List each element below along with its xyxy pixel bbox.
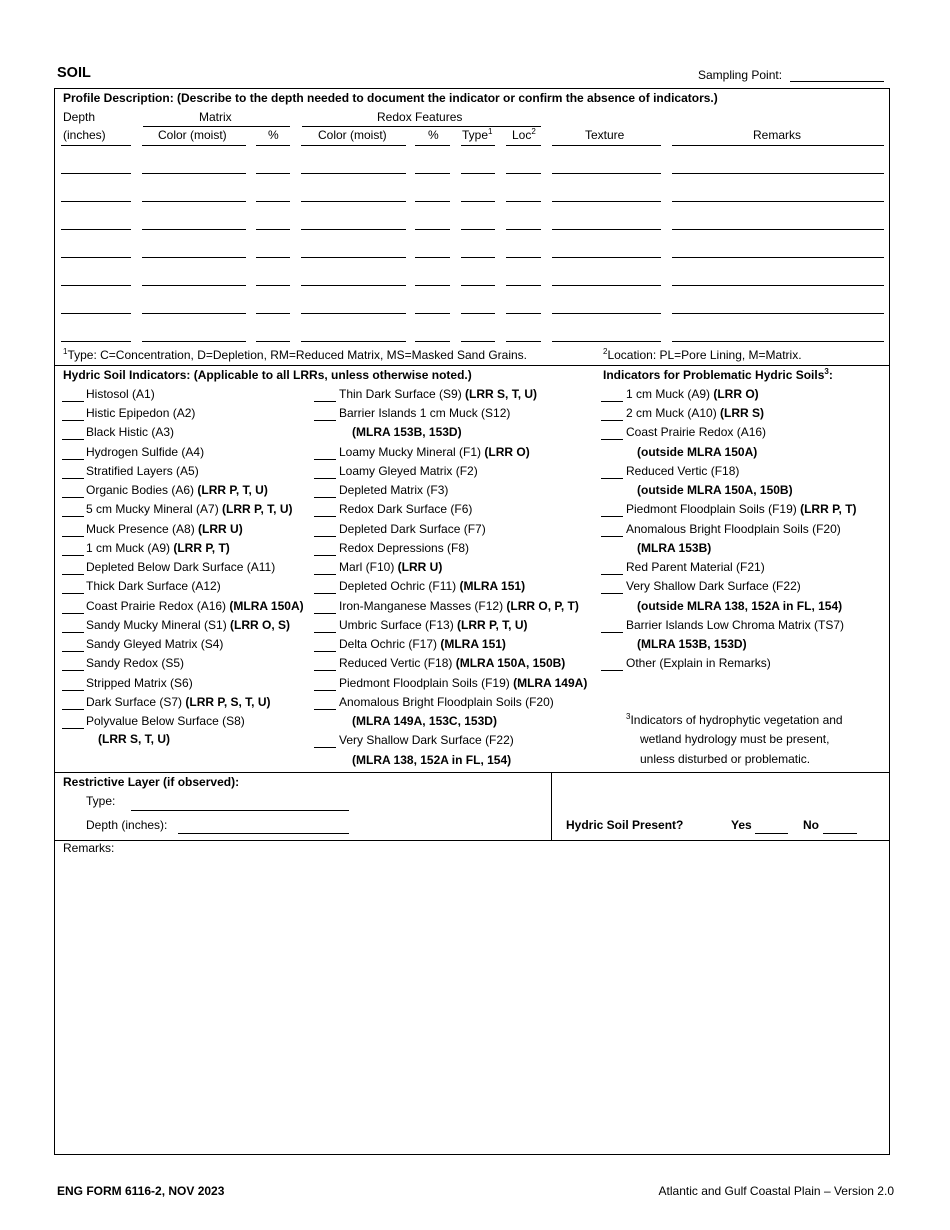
col-color-moist-redox: Color (moist) [318, 128, 387, 142]
indicator-name: Thin Dark Surface (S9) [339, 387, 466, 401]
indicator-name: Piedmont Floodplain Soils (F19) [339, 676, 514, 690]
indicator-name: Iron-Manganese Masses (F12) [339, 599, 507, 613]
indicator-name: Histosol (A1) [86, 387, 155, 401]
profile-cell-redox-type[interactable] [461, 257, 495, 258]
restrictive-heading: Restrictive Layer (if observed): [63, 775, 240, 789]
indicator-continuation [637, 599, 842, 614]
indicator-continuation [637, 637, 747, 652]
profile-cell-redox-loc[interactable] [506, 285, 541, 286]
indicator-label [339, 406, 510, 421]
note-line-1 [626, 713, 843, 728]
indicator-name: Loamy Mucky Mineral (F1) [339, 445, 485, 459]
indicator-label [86, 618, 290, 633]
profile-cell-redox-loc[interactable] [506, 313, 541, 314]
remarks-label: Remarks: [63, 841, 115, 855]
form-title: SOIL [57, 65, 91, 81]
col-pct-redox: % [428, 128, 439, 142]
profile-cell-remarks[interactable] [672, 229, 884, 230]
indicator-label [339, 733, 514, 748]
indicator-name: Stratified Layers (A5) [86, 464, 199, 478]
footnote-location-text: Location: PL=Pore Lining, M=Matrix. [607, 348, 802, 362]
indicator-checkbox[interactable] [62, 420, 84, 421]
profile-cell-redox-color[interactable] [301, 173, 406, 174]
indicator-checkbox[interactable] [314, 516, 336, 517]
col-pct-matrix: % [268, 128, 279, 142]
indicator-checkbox[interactable] [62, 401, 84, 402]
profile-cell-redox-pct[interactable] [415, 229, 450, 230]
profile-cell-redox-color[interactable] [301, 285, 406, 286]
redox-group-rule [302, 126, 541, 127]
indicator-name: Loamy Gleyed Matrix (F2) [339, 464, 478, 478]
indicator-checkbox[interactable] [62, 478, 84, 479]
indicator-checkbox[interactable] [314, 651, 336, 652]
indicator-checkbox[interactable] [62, 632, 84, 633]
profile-cell-texture[interactable] [552, 201, 661, 202]
indicator-label [86, 656, 184, 671]
indicator-region: (LRR S, T, U) [465, 387, 538, 401]
indicator-checkbox[interactable] [314, 632, 336, 633]
hydric-soil-present-label: Hydric Soil Present? [566, 818, 684, 832]
indicator-name: Coast Prairie Redox (A16) [86, 599, 230, 613]
indicator-label [339, 387, 537, 402]
indicator-cont-s8: (LRR S, T, U) [98, 732, 170, 746]
indicator-name: Organic Bodies (A6) [86, 483, 198, 497]
indicator-name: Thick Dark Surface (A12) [86, 579, 221, 593]
profile-cell-matrix-pct[interactable] [256, 257, 290, 258]
profile-cell-matrix-pct[interactable] [256, 313, 290, 314]
indicator-region: (outside MLRA 138, 152A in FL, 154) [637, 599, 843, 613]
profile-header-rule-depth [61, 145, 131, 146]
indicator-checkbox[interactable] [62, 670, 84, 671]
profile-cell-remarks[interactable] [672, 257, 884, 258]
indicator-continuation [637, 445, 757, 460]
indicator-region: (MLRA 153B, 153D) [637, 637, 747, 651]
indicator-region: (MLRA 151) [459, 579, 526, 593]
footnote-type-sup: 1 [63, 347, 68, 356]
hydric-no-field[interactable] [823, 833, 857, 834]
indicator-name: Hydrogen Sulfide (A4) [86, 445, 205, 459]
profile-header-rule-matrix-color [142, 145, 246, 146]
profile-cell-redox-loc[interactable] [506, 201, 541, 202]
indicator-name: Delta Ochric (F17) [339, 637, 441, 651]
profile-cell-redox-type[interactable] [461, 341, 495, 342]
indicators-heading: Hydric Soil Indicators: (Applicable to all LRRs, unless otherwise noted.) [63, 368, 472, 382]
indicator-label [626, 522, 841, 537]
profile-cell-matrix-color[interactable] [142, 173, 246, 174]
indicator-name: Piedmont Floodplain Soils (F19) [626, 502, 801, 516]
profile-cell-redox-color[interactable] [301, 257, 406, 258]
indicator-name: Anomalous Bright Floodplain Soils (F20) [339, 695, 554, 709]
indicator-checkbox[interactable] [62, 439, 84, 440]
indicator-checkbox[interactable] [601, 516, 623, 517]
indicator-checkbox[interactable] [314, 536, 336, 537]
indicator-region: (MLRA 150A) [229, 599, 304, 613]
indicator-label [86, 676, 193, 691]
indicator-region: (MLRA 153B, 153D) [352, 425, 462, 439]
profile-header-rule-redox-type [461, 145, 495, 146]
indicator-name: Sandy Mucky Mineral (S1) [86, 618, 231, 632]
profile-cell-redox-color[interactable] [301, 341, 406, 342]
profile-cell-matrix-pct[interactable] [256, 173, 290, 174]
indicator-checkbox[interactable] [62, 536, 84, 537]
note-sup: 3 [626, 712, 631, 721]
indicator-checkbox[interactable] [601, 439, 623, 440]
divider-restrictive [54, 772, 890, 773]
problematic-heading [603, 368, 833, 383]
indicator-checkbox[interactable] [314, 478, 336, 479]
indicator-label [86, 637, 223, 652]
indicator-continuation [352, 753, 511, 768]
profile-cell-redox-color[interactable] [301, 229, 406, 230]
indicator-name: Redox Depressions (F8) [339, 541, 470, 555]
indicator-checkbox[interactable] [62, 497, 84, 498]
profile-cell-redox-pct[interactable] [415, 313, 450, 314]
indicator-label [86, 483, 268, 498]
indicator-region: (LRR O, S) [230, 618, 291, 632]
profile-header-rule-texture [552, 145, 661, 146]
profile-cell-texture[interactable] [552, 173, 661, 174]
indicator-label [626, 425, 766, 440]
col-loc [512, 128, 536, 143]
indicator-checkbox[interactable] [601, 536, 623, 537]
profile-cell-matrix-color[interactable] [142, 201, 246, 202]
indicator-region: (MLRA 149A, 153C, 153D) [352, 714, 497, 728]
restrictive-depth-field[interactable] [178, 833, 349, 834]
profile-cell-redox-type[interactable] [461, 285, 495, 286]
indicator-checkbox[interactable] [314, 401, 336, 402]
profile-cell-depth[interactable] [61, 173, 131, 174]
col-texture: Texture [585, 128, 625, 142]
indicator-name: Sandy Redox (S5) [86, 656, 185, 670]
profile-header-rule-redox-loc [506, 145, 541, 146]
indicator-name: Depleted Dark Surface (F7) [339, 522, 486, 536]
indicator-region: (LRR O) [713, 387, 759, 401]
indicator-label [626, 464, 739, 479]
profile-cell-matrix-color[interactable] [142, 257, 246, 258]
indicator-label [626, 560, 765, 575]
col-remarks: Remarks [753, 128, 802, 142]
profile-cell-depth[interactable] [61, 229, 131, 230]
indicator-region: (LRR P, S, T, U) [185, 695, 271, 709]
group-redox: Redox Features [377, 110, 463, 124]
profile-cell-matrix-pct[interactable] [256, 285, 290, 286]
indicator-label [339, 464, 478, 479]
restrictive-depth-label: Depth (inches): [86, 818, 168, 832]
profile-header-rule-redox-color [301, 145, 406, 146]
profile-cell-redox-color[interactable] [301, 201, 406, 202]
profile-cell-depth[interactable] [61, 285, 131, 286]
indicator-name: Umbric Surface (F13) [339, 618, 458, 632]
profile-header-rule-redox-pct [415, 145, 450, 146]
indicator-region: (LRR P, T, U) [457, 618, 528, 632]
profile-header-rule-matrix-pct [256, 145, 290, 146]
indicator-name: Very Shallow Dark Surface (F22) [626, 579, 801, 593]
indicator-checkbox[interactable] [314, 670, 336, 671]
profile-cell-matrix-color[interactable] [142, 285, 246, 286]
indicator-name: Anomalous Bright Floodplain Soils (F20) [626, 522, 841, 536]
indicator-checkbox[interactable] [314, 747, 336, 748]
indicator-name: Depleted Below Dark Surface (A11) [86, 560, 276, 574]
profile-cell-remarks[interactable] [672, 285, 884, 286]
indicator-checkbox[interactable] [62, 555, 84, 556]
indicator-checkbox[interactable] [62, 613, 84, 614]
indicator-region: (MLRA 151) [440, 637, 506, 651]
indicator-name: Very Shallow Dark Surface (F22) [339, 733, 514, 747]
profile-cell-redox-pct[interactable] [415, 201, 450, 202]
restrictive-type-field[interactable] [131, 810, 349, 811]
indicator-region: (MLRA 153B) [637, 541, 712, 555]
indicator-checkbox[interactable] [314, 709, 336, 710]
indicator-checkbox[interactable] [62, 728, 84, 729]
footer-region: Atlantic and Gulf Coastal Plain – Version 2.0 [658, 1184, 894, 1198]
footnote-type-text: Type: C=Concentration, D=Depletion, RM=Reduced Matrix, MS=Masked Sand Grains. [67, 348, 528, 362]
indicator-checkbox[interactable] [314, 420, 336, 421]
indicator-name: Barrier Islands Low Chroma Matrix (TS7) [626, 618, 845, 632]
profile-cell-remarks[interactable] [672, 173, 884, 174]
indicator-label [86, 579, 221, 594]
indicator-label [86, 695, 271, 710]
profile-cell-redox-pct[interactable] [415, 341, 450, 342]
col-loc-sup: 2 [531, 127, 536, 136]
indicator-label [86, 387, 155, 402]
indicator-region: (LRR P, T) [800, 502, 857, 516]
indicator-region: (outside MLRA 150A) [637, 445, 758, 459]
indicator-label [339, 522, 486, 537]
indicator-continuation [637, 483, 793, 498]
indicator-region: (LRR U) [397, 560, 443, 574]
indicator-name: 2 cm Muck (A10) [626, 406, 721, 420]
note-line-3: unless disturbed or problematic. [640, 752, 811, 766]
indicator-continuation [352, 425, 462, 440]
profile-cell-matrix-color[interactable] [142, 341, 246, 342]
indicator-checkbox[interactable] [314, 690, 336, 691]
indicator-checkbox[interactable] [62, 651, 84, 652]
indicator-checkbox[interactable] [601, 420, 623, 421]
indicator-region: (LRR S) [720, 406, 765, 420]
indicator-checkbox[interactable] [314, 574, 336, 575]
problematic-heading-colon: : [828, 368, 833, 382]
profile-cell-redox-loc[interactable] [506, 229, 541, 230]
indicator-label [626, 618, 844, 633]
profile-cell-redox-type[interactable] [461, 173, 495, 174]
indicator-name: 1 cm Muck (A9) [626, 387, 714, 401]
indicator-name: Reduced Vertic (F18) [626, 464, 740, 478]
profile-cell-redox-loc[interactable] [506, 173, 541, 174]
remarks-field[interactable] [58, 860, 886, 1150]
group-matrix: Matrix [199, 110, 232, 124]
indicator-checkbox[interactable] [314, 555, 336, 556]
profile-cell-texture[interactable] [552, 229, 661, 230]
indicator-label [626, 387, 759, 402]
footnote-type [63, 348, 527, 363]
indicator-label [339, 637, 506, 652]
indicator-label [86, 445, 204, 460]
profile-cell-redox-color[interactable] [301, 313, 406, 314]
indicator-checkbox[interactable] [601, 670, 623, 671]
profile-cell-redox-pct[interactable] [415, 257, 450, 258]
matrix-group-rule [143, 126, 290, 127]
indicator-checkbox[interactable] [314, 613, 336, 614]
indicator-label [86, 599, 304, 614]
profile-cell-depth[interactable] [61, 341, 131, 342]
indicator-continuation [352, 714, 497, 729]
indicator-name: 1 cm Muck (A9) [86, 541, 174, 555]
hydric-yes-label: Yes [731, 818, 752, 832]
profile-cell-texture[interactable] [552, 285, 661, 286]
profile-cell-matrix-pct[interactable] [256, 201, 290, 202]
indicator-name: Depleted Matrix (F3) [339, 483, 449, 497]
indicator-name: Marl (F10) [339, 560, 398, 574]
indicator-continuation [637, 541, 711, 556]
indicator-name: Coast Prairie Redox (A16) [626, 425, 767, 439]
footer-form-id: ENG FORM 6116-2, NOV 2023 [57, 1184, 225, 1198]
indicator-label [339, 676, 587, 691]
profile-cell-remarks[interactable] [672, 201, 884, 202]
hydric-yes-field[interactable] [755, 833, 788, 834]
profile-cell-matrix-pct[interactable] [256, 229, 290, 230]
indicator-label [626, 579, 801, 594]
note-line-2: wetland hydrology must be present, [640, 732, 830, 746]
indicator-label [339, 483, 448, 498]
hydric-no-label: No [803, 818, 819, 832]
indicator-label [626, 656, 771, 671]
profile-cell-remarks[interactable] [672, 341, 884, 342]
indicator-region: (LRR P, T) [173, 541, 230, 555]
indicator-checkbox[interactable] [62, 516, 84, 517]
indicator-checkbox[interactable] [314, 497, 336, 498]
note-line-1-text: Indicators of hydrophytic vegetation and [630, 713, 843, 727]
problematic-heading-text: Indicators for Problematic Hydric Soils [603, 368, 825, 382]
indicator-checkbox[interactable] [314, 593, 336, 594]
indicator-label [339, 618, 527, 633]
indicator-label [86, 406, 195, 421]
profile-cell-redox-type[interactable] [461, 201, 495, 202]
profile-header-rule-remarks [672, 145, 884, 146]
indicator-checkbox[interactable] [62, 574, 84, 575]
profile-cell-redox-loc[interactable] [506, 257, 541, 258]
indicator-label [86, 522, 243, 537]
col-type-text: Type [462, 128, 489, 142]
col-loc-text: Loc [512, 128, 532, 142]
indicator-checkbox[interactable] [62, 709, 84, 710]
indicator-region: (MLRA 149A) [513, 676, 588, 690]
indicator-name: Histic Epipedon (A2) [86, 406, 196, 420]
indicator-region: (LRR O, P, T) [506, 599, 579, 613]
problematic-heading-sup: 3 [824, 367, 829, 376]
indicator-name: Redox Dark Surface (F6) [339, 502, 473, 516]
profile-cell-redox-type[interactable] [461, 229, 495, 230]
indicator-name: Black Histic (A3) [86, 425, 175, 439]
profile-cell-redox-type[interactable] [461, 313, 495, 314]
indicator-label [339, 560, 442, 575]
profile-description: Profile Description: (Describe to the depth needed to document the indicator or confirm the absence of indicators.) [63, 91, 718, 105]
divider-remarks [54, 840, 890, 841]
indicator-checkbox[interactable] [62, 690, 84, 691]
indicator-name: Other (Explain in Remarks) [626, 656, 771, 670]
profile-cell-depth[interactable] [61, 201, 131, 202]
indicator-region: (MLRA 150A, 150B) [455, 656, 566, 670]
indicator-label [339, 541, 469, 556]
profile-cell-redox-pct[interactable] [415, 173, 450, 174]
profile-cell-redox-loc[interactable] [506, 341, 541, 342]
indicator-label [86, 425, 174, 440]
profile-cell-texture[interactable] [552, 341, 661, 342]
indicator-label [339, 445, 530, 460]
indicator-name: Barrier Islands 1 cm Muck (S12) [339, 406, 511, 420]
profile-cell-matrix-pct[interactable] [256, 341, 290, 342]
restrictive-type-label: Type: [86, 794, 116, 808]
indicator-label [339, 502, 472, 517]
profile-cell-remarks[interactable] [672, 313, 884, 314]
col-type [462, 128, 492, 143]
indicator-label [339, 599, 579, 614]
indicator-checkbox[interactable] [601, 574, 623, 575]
indicator-name: Sandy Gleyed Matrix (S4) [86, 637, 224, 651]
indicator-checkbox[interactable] [601, 593, 623, 594]
profile-cell-redox-pct[interactable] [415, 285, 450, 286]
sampling-point-label: Sampling Point: [698, 68, 783, 82]
profile-cell-matrix-color[interactable] [142, 313, 246, 314]
indicator-region: (LRR U) [198, 522, 243, 536]
sampling-point-field[interactable] [790, 81, 884, 82]
indicator-checkbox[interactable] [601, 478, 623, 479]
indicator-checkbox[interactable] [62, 459, 84, 460]
indicator-label [86, 464, 199, 479]
indicator-region: (LRR O) [484, 445, 530, 459]
indicator-name: Stripped Matrix (S6) [86, 676, 193, 690]
profile-cell-texture[interactable] [552, 257, 661, 258]
profile-cell-depth[interactable] [61, 257, 131, 258]
indicator-label [339, 656, 565, 671]
col-color-moist-matrix: Color (moist) [158, 128, 227, 142]
indicator-label [626, 502, 857, 517]
footnote-location [603, 348, 802, 363]
profile-cell-texture[interactable] [552, 313, 661, 314]
indicator-label [86, 502, 292, 517]
indicator-name: Depleted Ochric (F11) [339, 579, 460, 593]
indicator-region: (outside MLRA 150A, 150B) [637, 483, 793, 497]
divider-indicators [54, 365, 890, 366]
profile-cell-depth[interactable] [61, 313, 131, 314]
footnote-location-sup: 2 [603, 347, 608, 356]
indicator-label [86, 714, 245, 729]
col-depth: Depth [63, 110, 96, 124]
indicator-region: (LRR P, T, U) [197, 483, 268, 497]
indicator-label [339, 695, 554, 710]
indicator-name: Polyvalue Below Surface (S8) [86, 714, 245, 728]
col-type-sup: 1 [488, 127, 493, 136]
indicator-name: Muck Presence (A8) [86, 522, 199, 536]
indicator-name: 5 cm Mucky Mineral (A7) [86, 502, 223, 516]
indicator-region: (LRR P, T, U) [222, 502, 293, 516]
indicator-label [86, 560, 275, 575]
col-depth-unit: (inches) [63, 128, 106, 142]
indicator-checkbox[interactable] [62, 593, 84, 594]
indicator-name: Dark Surface (S7) [86, 695, 186, 709]
profile-cell-matrix-color[interactable] [142, 229, 246, 230]
indicator-checkbox[interactable] [314, 459, 336, 460]
indicator-checkbox[interactable] [601, 401, 623, 402]
indicator-label [86, 541, 230, 556]
indicator-label [339, 579, 525, 594]
indicator-name: Reduced Vertic (F18) [339, 656, 456, 670]
indicator-region: (MLRA 138, 152A in FL, 154) [352, 753, 512, 767]
indicator-checkbox[interactable] [601, 632, 623, 633]
divider-hydric [551, 772, 552, 840]
indicator-name: Red Parent Material (F21) [626, 560, 765, 574]
indicator-label [626, 406, 764, 421]
